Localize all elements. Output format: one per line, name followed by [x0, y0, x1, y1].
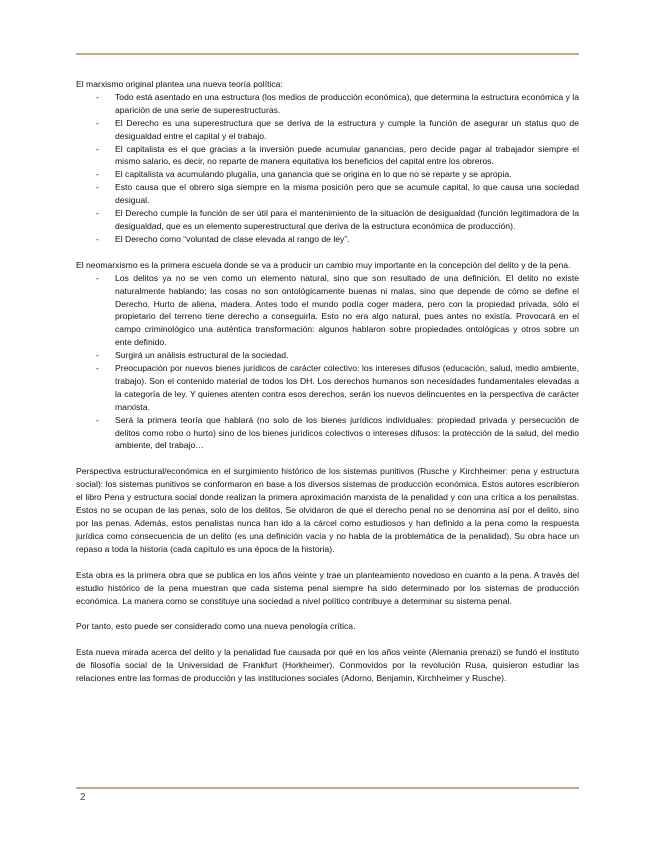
- marxism-bullet-list: [76, 91, 579, 246]
- paragraph: Esta nueva mirada acerca del delito y la penalidad fue causada por qué en los años veinte (Alemania prenazi) se fundó el instituto de filosofía social de la Universidad de Frankfurt (Horkheimer). Conmovidos por la revolución Rusa, quisieron estudiar las relaciones entre las formas de producción y las instituciones sociales (Adorno, Benjamin, Kirchheimer y Rusche).: [76, 647, 579, 684]
- page-number: 2: [80, 792, 86, 803]
- header-rule: [76, 53, 579, 55]
- list-item: - El Derecho cumple la función de ser útil para el mantenimiento de la situación de desigualdad (función legitimadora de la desigualdad, que es un elemento superestructural que deriva de la estructura económica de producción).: [76, 207, 579, 233]
- list-item: - Todo está asentado en una estructura (los medios de producción económica), que determina la estructura económica y la aparición de una serie de superestructuras.: [76, 91, 579, 117]
- list-item: - Será la primera teoría que hablará (no solo de los bienes jurídicos individuales: propiedad privada y persecución de delitos como robo o hurto) sino de los bienes jurídicos colectivos o intereses difusos: la protección de la salud, del medio ambiente, del trabajo…: [76, 414, 579, 453]
- list-item: - El Derecho es una superestructura que se deriva de la estructura y cumple la función de asegurar un status quo de desigualdad entre el capital y el trabajo.: [76, 117, 579, 143]
- paragraph: Perspectiva estructural/económica en el surgimiento histórico de los sistemas punitivos (Rusche y Kirchheimer: pena y estructura social): los sistemas punitivos se conformaron en base a los diversos sistemas de producción económica. Estos autores escribieron el libro Pena y estructura social donde realizan la primera aproximación marxista de la penalidad y con una crítica a los penalistas. Estos no se ocupan de las penas, solo de los delitos. Se olvidaron de que el derecho penal no se denomina así por el delito, sino por las penas. Además, estos penalistas nunca han ido a la cárcel como estudiosos y han definido a la pena como la respuesta jurídica como consecuencia de un delito (es una definición vacía y no habla de la problemática de la penalidad). Su obra hace un repaso a toda la historia (cada capítulo es una época de la historia).: [76, 466, 579, 554]
- paragraph: Por tanto, esto puede ser considerado como una nueva penología crítica.: [76, 621, 356, 632]
- neomarxism-bullet-list: [76, 272, 579, 453]
- page-content: [76, 78, 579, 685]
- list-item: - Preocupación por nuevos bienes jurídicos de carácter colectivo: los intereses difusos (educación, salud, medio ambiente, trabajo). Son el contenido material de todos los DH. Los derechos humanos son necesidades fundamentales elevadas a la categoría de ley. Y quienes atenten contra esos derechos, serán los nuevos delincuentes en la perspectiva de carácter marxista.: [76, 362, 579, 414]
- list-item: - Esto causa que el obrero siga siempre en la misma posición pero que se acumule capital, lo que causa una sociedad desigual.: [76, 181, 579, 207]
- list-item: - El capitalista va acumulando plugalía, una ganancia que se origina en lo que no se reparte y se apropia.: [76, 168, 579, 181]
- neomarxism-intro: El neomarxismo es la primera escuela donde se va a producir un cambio muy importante en la concepción del delito y de la pena.: [76, 259, 571, 270]
- list-item: - El Derecho como “voluntad de clase elevada al rango de ley”.: [76, 233, 579, 246]
- paragraph: Esta obra es la primera obra que se publica en los años veinte y trae un planteamiento novedoso en cuanto a la pena. A través del estudio histórico de la pena muestran que cada sistema penal siempre ha sido determinado por los sistemas de producción económica. La manera como se constituye una sociedad a nivel político contribuye a determinar su sistema penal.: [76, 569, 579, 606]
- marxism-intro: El marxismo original plantea una nueva teoría política:: [76, 79, 283, 89]
- list-item: - Surgirá un análisis estructural de la sociedad.: [76, 349, 579, 362]
- list-item: - Los delitos ya no se ven como un elemento natural, sino que son resultado de una definición. El delito no existe naturalmente hablando; las cosas no son ontológicamente buenas ni malas, sino que depende de cómo se define el Derecho. Hurto de aliena, madera. Antes todo el mundo podía coger madera, pero con la propiedad privada, sólo el propietario del terreno tiene derecho a conseguirla. Esto no era algo natural, pues antes no existía. Provocará en el campo criminológico una auténtica transformación: algunos hablaron sobre propiedades ontológicas y otros sobre un ente definido.: [76, 272, 579, 349]
- footer-rule: [76, 787, 579, 789]
- list-item: - El capitalista es el que gracias a la inversión puede acumular ganancias, pero decide pagar al trabajador siempre el mismo salario, es decir, no reparte de manera equitativa los beneficios del capital entre los obreros.: [76, 143, 579, 169]
